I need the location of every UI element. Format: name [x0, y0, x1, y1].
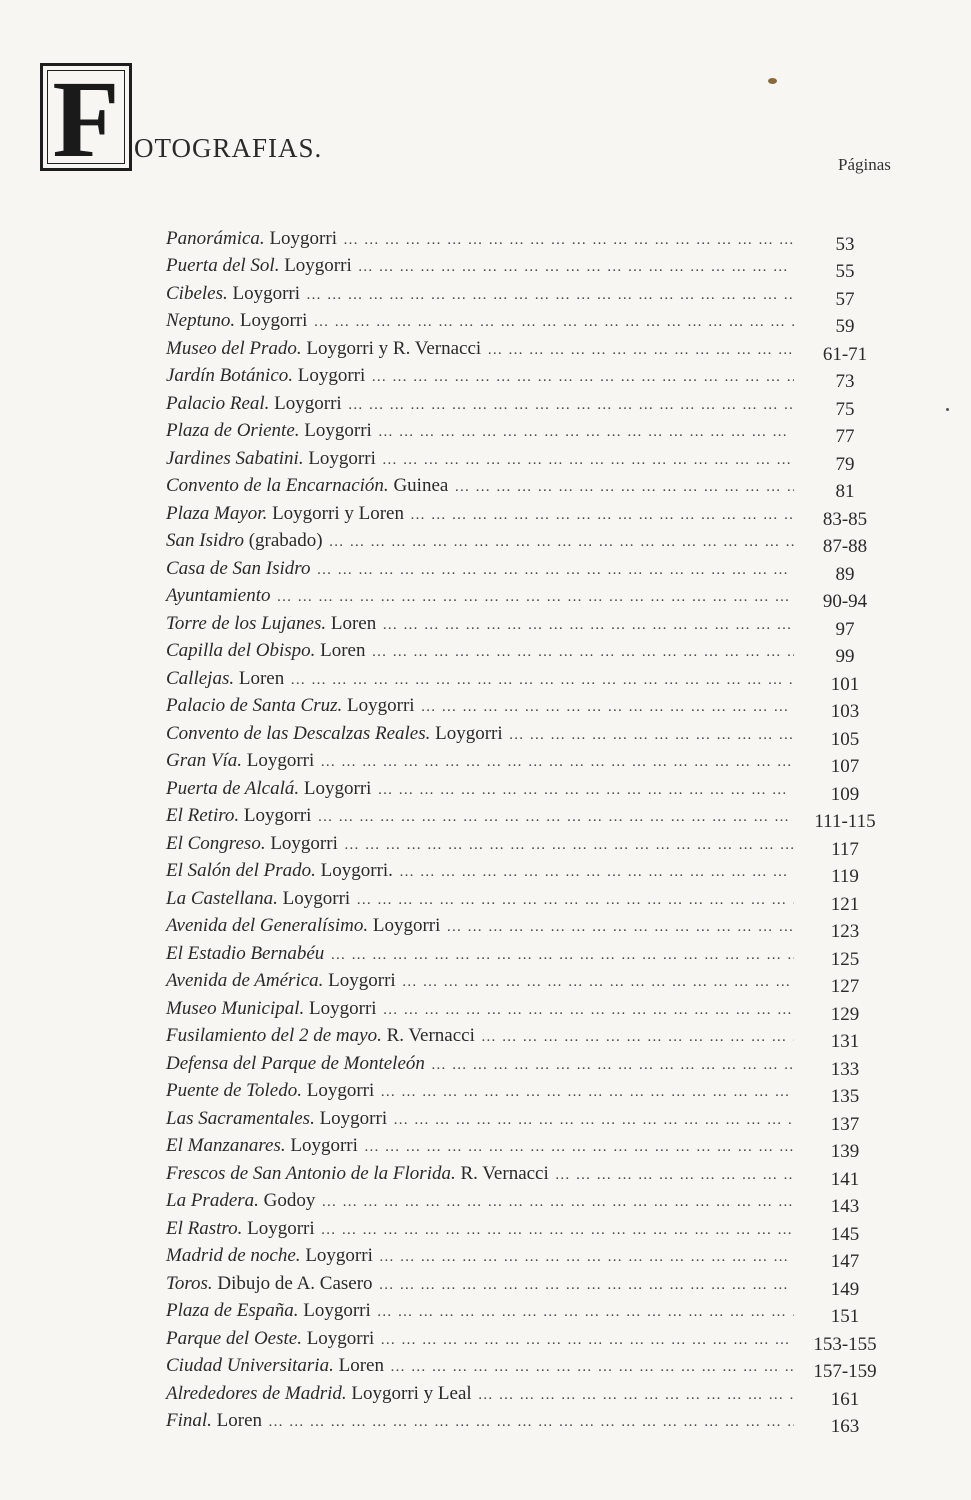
entry-text [166, 696, 415, 715]
entry-page-number: 157-159 [813, 1361, 877, 1382]
toc-entry [166, 330, 886, 365]
entry-title: Plaza Mayor. [166, 502, 268, 524]
entry-page-number: 143 [830, 1196, 860, 1217]
pages-column-header: Páginas [838, 155, 891, 174]
entry-page-number: 123 [830, 921, 860, 942]
toc-entry [166, 220, 886, 255]
entry-text [166, 999, 377, 1018]
entry-credit: Loygorri [239, 310, 308, 331]
dot-leader [393, 1113, 794, 1128]
toc-entry [166, 660, 886, 695]
dot-leader [379, 1250, 794, 1265]
entry-title: Torre de los Lujanes. [166, 612, 327, 634]
entry-page-number: 90-94 [822, 591, 868, 612]
entry-page-number: 111-115 [814, 811, 876, 832]
entry-page-number: 163 [830, 1416, 860, 1437]
entry-text [166, 1026, 475, 1045]
toc-entry [166, 743, 886, 777]
entry-credit: Loygorri [297, 365, 366, 386]
toc-entry [166, 413, 886, 447]
entry-text [166, 916, 440, 935]
dot-leader [478, 1388, 794, 1403]
toc-entry [166, 1100, 886, 1135]
entry-page-number: 125 [830, 948, 860, 970]
entry-title: El Congreso. [166, 832, 266, 854]
entry-text [166, 1081, 374, 1100]
entry-text [166, 339, 481, 358]
drop-cap-frame [47, 58, 125, 180]
entry-credit: Loren [216, 1410, 263, 1431]
entry-page-number: 119 [831, 866, 859, 887]
entry-text [166, 311, 307, 330]
entry-title: Plaza de Oriente. [166, 420, 300, 441]
dot-leader [377, 1305, 794, 1320]
dot-leader [313, 315, 794, 330]
dot-leader [431, 1058, 794, 1073]
toc-entry [166, 1045, 886, 1080]
entry-page-number: 139 [830, 1141, 860, 1162]
entry-text [166, 806, 311, 825]
entry-title: Fusilamiento del 2 de mayo. [166, 1025, 382, 1046]
dot-leader [348, 398, 794, 413]
entry-credit: Loygorri [328, 970, 396, 991]
entry-title: Museo Municipal. [166, 997, 305, 1019]
entry-credit: Loygorri. [320, 860, 393, 881]
entry-text [166, 394, 342, 413]
entry-title: El Salón del Prado. [166, 860, 316, 881]
dot-leader [421, 700, 794, 715]
entry-credit: Loygorri y Loren [272, 502, 404, 524]
entry-page-number: 109 [830, 783, 860, 805]
entry-title: Las Sacramentales. [166, 1107, 315, 1129]
entry-title: Convento de las Descalzas Reales. [166, 722, 431, 744]
dot-leader [410, 508, 794, 523]
dot-leader [454, 480, 794, 495]
entry-text [166, 559, 310, 578]
entry-page-number: 59 [835, 316, 855, 337]
entry-text [166, 366, 365, 385]
entry-credit: Loygorri [270, 832, 338, 854]
entry-credit: Loygorri [247, 1217, 315, 1239]
entry-credit: Loygorri [306, 1080, 375, 1101]
dot-leader [321, 1223, 794, 1238]
entry-page-number: 137 [830, 1113, 860, 1135]
entry-title: El Manzanares. [166, 1135, 286, 1156]
dot-leader [380, 1085, 794, 1100]
entry-credit: Loygorri [306, 1327, 375, 1349]
toc-entry [166, 358, 886, 392]
dot-leader [383, 1003, 794, 1018]
entry-page-number: 147 [830, 1251, 860, 1272]
dot-leader [358, 260, 794, 275]
entry-title: Ayuntamiento [166, 585, 271, 606]
entry-text [166, 1191, 315, 1210]
dot-leader [380, 1333, 794, 1348]
entry-text [166, 504, 404, 523]
paper-speck [946, 408, 949, 411]
entry-credit: Dibujo de A. Casero [217, 1272, 373, 1294]
entry-title: Toros. [166, 1272, 213, 1294]
entry-title: La Pradera. [166, 1190, 259, 1211]
entry-title: Puerta del Sol. [166, 255, 280, 276]
toc-entry [166, 798, 886, 832]
entry-title: Alrededores de Madrid. [166, 1382, 347, 1404]
entry-page-number: 145 [830, 1223, 860, 1245]
entry-title: Frescos de San Antonio de la Florida. [166, 1162, 456, 1184]
entry-text [166, 421, 372, 440]
dot-leader [555, 1168, 794, 1183]
photo-index-list [166, 220, 886, 1437]
entry-credit: Loygorri [246, 750, 315, 771]
entry-title: Ciudad Universitaria. [166, 1355, 334, 1376]
toc-entry [166, 440, 886, 475]
entry-title: Panorámica. [166, 227, 265, 249]
entry-title: Madrid de noche. [166, 1245, 301, 1266]
entry-page-number: 57 [835, 288, 855, 310]
entry-text [166, 1136, 358, 1155]
entry-text [166, 834, 338, 853]
toc-entry [166, 275, 886, 310]
entry-page-number: 131 [830, 1031, 860, 1052]
entry-credit: Loygorri [319, 1107, 388, 1129]
entry-title: Avenida del Generalísimo. [166, 915, 369, 936]
entry-page-number: 101 [830, 673, 860, 695]
toc-entry [166, 633, 886, 667]
entry-title: Plaza de España. [166, 1300, 299, 1321]
entry-title: El Retiro. [166, 805, 240, 826]
toc-entry [166, 1293, 886, 1327]
toc-entry [166, 1073, 886, 1107]
dot-leader [329, 535, 794, 550]
dot-leader [316, 563, 794, 578]
entry-page-number: 161 [830, 1388, 860, 1410]
entry-text [166, 889, 350, 908]
entry-page-number: 121 [830, 893, 860, 915]
toc-entry [166, 303, 886, 337]
entry-title: El Estadio Bernabéu [166, 942, 325, 964]
entry-title: Museo del Prado. [166, 337, 302, 359]
entry-text [166, 944, 324, 963]
entry-credit: Loygorri [274, 392, 342, 414]
entry-text [166, 1274, 373, 1293]
toc-entry [166, 1128, 886, 1162]
toc-entry [166, 1403, 886, 1437]
dot-leader [382, 453, 794, 468]
entry-text [166, 641, 366, 660]
toc-entry [166, 688, 886, 722]
entry-credit: Loygorri [309, 997, 377, 1019]
toc-entry [166, 770, 886, 805]
entry-credit: (grabado) [248, 530, 323, 551]
entry-text [166, 1246, 373, 1265]
toc-entry [166, 605, 886, 640]
entry-text [166, 751, 314, 770]
entry-page-number: 107 [830, 756, 860, 777]
dot-leader [390, 1360, 794, 1375]
entry-credit: Guinea [393, 475, 449, 496]
entry-text [166, 779, 371, 798]
dot-leader [343, 233, 794, 248]
entry-text [166, 669, 284, 688]
entry-text [166, 449, 376, 468]
dot-leader [402, 975, 794, 990]
entry-credit: Loygorri [284, 255, 352, 276]
dot-leader [371, 370, 794, 385]
entry-title: Avenida de América. [166, 970, 324, 991]
entry-credit: Loygorri [243, 805, 312, 826]
dot-leader [344, 838, 794, 853]
entry-text [166, 1411, 262, 1430]
dot-leader [487, 343, 794, 358]
entry-page-number: 133 [830, 1058, 860, 1080]
entry-title: Final. [166, 1410, 212, 1431]
toc-entry [166, 523, 886, 557]
entry-page-number: 135 [830, 1086, 860, 1107]
entry-credit: Loren [330, 612, 377, 634]
entry-page-number: 97 [835, 618, 855, 640]
entry-text [166, 971, 396, 990]
dot-leader [481, 1030, 794, 1045]
dot-leader [320, 755, 794, 770]
dot-leader [276, 590, 794, 605]
dot-leader [330, 948, 794, 963]
entry-page-number: 127 [830, 976, 860, 997]
entry-text [166, 614, 376, 633]
entry-text [166, 256, 352, 275]
toc-entry [166, 1018, 886, 1052]
entry-page-number: 81 [835, 481, 855, 502]
dot-leader [321, 1195, 794, 1210]
section-heading: OTOGRAFIAS. [134, 133, 323, 163]
entry-page-number: 129 [830, 1003, 860, 1025]
entry-page-number: 153-155 [813, 1333, 877, 1355]
entry-page-number: 117 [831, 838, 859, 860]
toc-entry [166, 990, 886, 1025]
dot-leader [378, 425, 794, 440]
toc-entry [166, 550, 886, 585]
toc-entry [166, 880, 886, 915]
toc-entry [166, 715, 886, 750]
entry-credit: Loygorri [303, 777, 372, 799]
entry-title: Capilla del Obispo. [166, 640, 316, 661]
entry-page-number: 105 [830, 728, 860, 750]
entry-title: Palacio de Santa Cruz. [166, 695, 343, 716]
drop-cap-letter: F [52, 58, 120, 180]
entry-credit: Loygorri [232, 282, 301, 304]
toc-entry [166, 578, 886, 612]
entry-text [166, 229, 337, 248]
dot-leader [372, 645, 795, 660]
entry-page-number: 149 [830, 1278, 860, 1300]
dot-leader [399, 865, 794, 880]
entry-page-number: 53 [835, 233, 855, 255]
dot-leader [364, 1140, 794, 1155]
entry-text [166, 1219, 315, 1238]
entry-credit: Loren [320, 640, 366, 661]
entry-text [166, 284, 300, 303]
entry-text [166, 1301, 371, 1320]
entry-title: El Rastro. [166, 1217, 243, 1239]
entry-page-number: 79 [835, 453, 855, 475]
toc-entry [166, 1348, 886, 1382]
toc-entry [166, 1210, 886, 1245]
entry-text [166, 1384, 472, 1403]
entry-text [166, 1164, 549, 1183]
entry-credit: Loygorri [304, 420, 372, 441]
entry-title: Puerta de Alcalá. [166, 777, 300, 799]
entry-title: Gran Vía. [166, 750, 242, 771]
entry-title: Parque del Oeste. [166, 1327, 302, 1349]
entry-credit: Loygorri [308, 447, 376, 469]
entry-title: La Castellana. [166, 887, 278, 909]
toc-entry [166, 1155, 886, 1190]
paper-speck [768, 78, 777, 84]
entry-text [166, 724, 503, 743]
entry-page-number: 77 [835, 426, 855, 447]
toc-entry [166, 1183, 886, 1217]
toc-entry [166, 963, 886, 997]
entry-page-number: 151 [830, 1306, 860, 1327]
entry-credit: Loygorri [282, 887, 351, 909]
entry-title: Casa de San Isidro [166, 557, 311, 579]
entry-title: Neptuno. [166, 310, 236, 331]
entry-credit: Godoy [263, 1190, 316, 1211]
entry-page-number: 141 [830, 1168, 860, 1190]
entry-page-number: 55 [835, 261, 855, 282]
toc-entry [166, 853, 886, 887]
entry-page-number: 89 [835, 563, 855, 585]
dot-leader [509, 728, 794, 743]
entry-text [166, 1356, 384, 1375]
dot-leader [290, 673, 794, 688]
entry-text [166, 586, 270, 605]
entry-credit: Loren [238, 667, 285, 689]
entry-credit: Loygorri [269, 227, 337, 249]
toc-entry [166, 825, 886, 860]
entry-credit: Loygorri y Leal [351, 1382, 472, 1404]
entry-title: Jardín Botánico. [166, 365, 293, 386]
dot-leader [306, 288, 794, 303]
toc-entry [166, 468, 886, 502]
entry-title: Convento de la Encarnación. [166, 475, 389, 496]
entry-credit: Loygorri y R. Vernacci [306, 337, 482, 359]
entry-page-number: 73 [835, 371, 855, 392]
entry-title: Defensa del Parque de Monteleón [166, 1052, 425, 1074]
entry-title: San Isidro [166, 530, 244, 551]
drop-cap-initial [40, 58, 132, 180]
toc-entry [166, 908, 886, 942]
entry-page-number: 61-71 [822, 343, 868, 365]
entry-text [166, 1109, 387, 1128]
toc-entry [166, 385, 886, 420]
toc-entry [166, 1265, 886, 1300]
entry-credit: R. Vernacci [460, 1162, 549, 1184]
entry-page-number: 87-88 [822, 536, 868, 557]
toc-entry [166, 1375, 886, 1410]
entry-credit: Loygorri [305, 1245, 373, 1266]
entry-credit: Loygorri [347, 695, 415, 716]
dot-leader [268, 1415, 794, 1430]
entry-page-number: 83-85 [822, 508, 868, 530]
entry-title: Jardines Sabatini. [166, 447, 304, 469]
entry-text [166, 531, 323, 550]
entry-credit: Loren [338, 1355, 384, 1376]
dot-leader [377, 783, 794, 798]
entry-credit: Loygorri [435, 722, 503, 744]
dot-leader [356, 893, 794, 908]
entry-credit: Loygorri [303, 1300, 371, 1321]
entry-title: Palacio Real. [166, 392, 270, 414]
entry-page-number: 75 [835, 398, 855, 420]
entry-text [166, 1054, 425, 1073]
toc-entry [166, 935, 886, 970]
entry-page-number: 103 [830, 701, 860, 722]
entry-text [166, 1329, 374, 1348]
entry-title: Cibeles. [166, 282, 228, 304]
entry-credit: R. Vernacci [386, 1025, 475, 1046]
entry-text [166, 476, 448, 495]
entry-credit: Loygorri [372, 915, 441, 936]
entry-text [166, 861, 393, 880]
toc-entry [166, 1320, 886, 1355]
dot-leader [317, 810, 794, 825]
entry-title: Callejas. [166, 667, 235, 689]
toc-entry [166, 1238, 886, 1272]
entry-page-number: 99 [835, 646, 855, 667]
toc-entry [166, 495, 886, 530]
entry-title: Puente de Toledo. [166, 1080, 302, 1101]
toc-entry [166, 248, 886, 282]
dot-leader [382, 618, 794, 633]
dot-leader [379, 1278, 794, 1293]
dot-leader [446, 920, 794, 935]
entry-credit: Loygorri [290, 1135, 358, 1156]
